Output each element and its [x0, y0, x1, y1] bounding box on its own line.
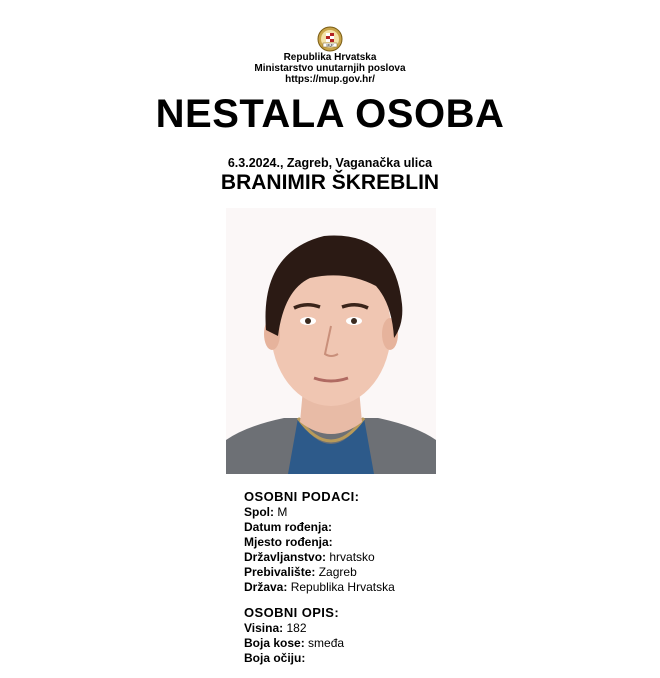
document-header — [0, 26, 660, 85]
detail-row-eye-color: Boja očiju: — [244, 651, 306, 665]
date-location: 6.3.2024., Zagreb, Vaganačka ulica — [227, 156, 433, 170]
detail-row-sex: Spol: M — [244, 505, 288, 519]
personal-description-heading: OSOBNI OPIS: — [244, 605, 340, 620]
person-photo — [226, 208, 436, 474]
detail-row-hair-color: Boja kose: smeđa — [244, 636, 345, 650]
person-name: BRANIMIR ŠKREBLIN — [220, 171, 440, 194]
header-url: https://mup.gov.hr/ — [285, 74, 375, 85]
page-title: NESTALA OSOBA — [155, 92, 505, 136]
detail-row-birth-date: Datum rođenja: — [244, 520, 333, 534]
coat-of-arms-logo — [317, 26, 343, 52]
detail-row-height: Visina: 182 — [244, 621, 307, 635]
detail-row-country: Država: Republika Hrvatska — [244, 580, 395, 594]
svg-text:MUP: MUP — [326, 43, 334, 48]
details-section — [244, 489, 395, 666]
header-ministry: Ministarstvo unutarnjih poslova — [254, 63, 406, 74]
detail-row-birth-place: Mjesto rođenja: — [244, 535, 333, 549]
personal-data-heading: OSOBNI PODACI: — [244, 489, 360, 504]
detail-row-citizenship: Državljanstvo: hrvatsko — [244, 550, 375, 564]
detail-row-residence: Prebivalište: Zagreb — [244, 565, 357, 579]
header-country: Republika Hrvatska — [283, 52, 377, 63]
